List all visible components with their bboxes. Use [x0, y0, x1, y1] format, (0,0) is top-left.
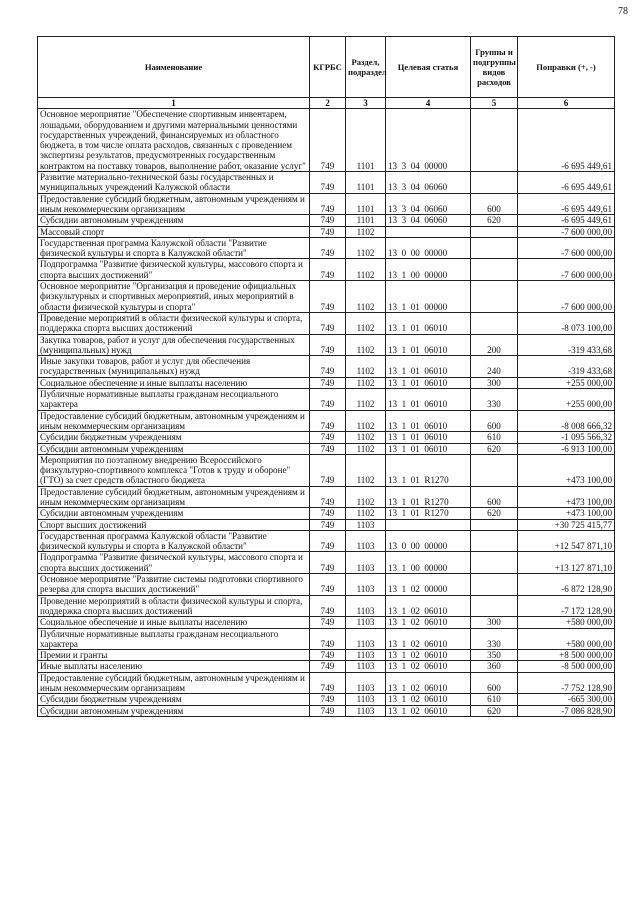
row-expense-group: [471, 172, 518, 194]
table-row: [38, 281, 615, 313]
table-row: [38, 705, 615, 716]
row-expense-group: [471, 595, 518, 617]
row-expense-group: [471, 454, 518, 486]
row-amount: -8 008 666,32: [518, 410, 615, 432]
row-section: 1103: [346, 595, 386, 617]
row-target-article: 13 1 02 00000: [386, 574, 471, 596]
row-section: 1102: [346, 389, 386, 411]
row-amount: -6 695 449,61: [518, 215, 615, 226]
row-target-article: [386, 226, 471, 237]
table-row: [38, 109, 615, 172]
row-amount: +12 547 871,10: [518, 530, 615, 552]
row-name: Массовый спорт: [38, 226, 310, 237]
table-row: [38, 650, 615, 661]
row-target-article: 13 3 04 06060: [386, 193, 471, 215]
row-amount: +473 100,00: [518, 454, 615, 486]
table-row: [38, 193, 615, 215]
row-name: Спорт высших достижений: [38, 519, 310, 530]
row-section: 1102: [346, 226, 386, 237]
row-expense-group: [471, 226, 518, 237]
row-target-article: 13 1 01 06010: [386, 377, 471, 388]
row-amount: +473 100,00: [518, 508, 615, 519]
column-number: 2: [310, 98, 346, 109]
row-target-article: 13 1 02 06010: [386, 661, 471, 672]
row-expense-group: 620: [471, 215, 518, 226]
row-kgrbs: 749: [310, 172, 346, 194]
row-name: Предоставление субсидий бюджетным, автономным учреждениям и иным некоммерческим организациям: [38, 193, 310, 215]
row-expense-group: 350: [471, 650, 518, 661]
row-name: Субсидии автономным учреждениям: [38, 215, 310, 226]
row-expense-group: 360: [471, 661, 518, 672]
row-section: 1103: [346, 617, 386, 628]
row-section: 1102: [346, 259, 386, 281]
row-expense-group: [471, 552, 518, 574]
row-expense-group: 600: [471, 486, 518, 508]
row-kgrbs: 749: [310, 661, 346, 672]
row-expense-group: [471, 281, 518, 313]
row-target-article: 13 1 02 06010: [386, 650, 471, 661]
row-amount: -8 500 000,00: [518, 661, 615, 672]
row-amount: -7 600 000,00: [518, 237, 615, 259]
row-amount: +580 000,00: [518, 628, 615, 650]
row-target-article: 13 1 01 06010: [386, 312, 471, 334]
row-section: 1103: [346, 519, 386, 530]
row-target-article: 13 1 02 06010: [386, 617, 471, 628]
table-row: [38, 432, 615, 443]
row-kgrbs: 749: [310, 312, 346, 334]
row-target-article: 13 1 01 06010: [386, 410, 471, 432]
row-expense-group: 610: [471, 694, 518, 705]
row-section: 1102: [346, 237, 386, 259]
row-expense-group: 330: [471, 628, 518, 650]
row-name: Предоставление субсидий бюджетным, автономным учреждениям и иным некоммерческим организациям: [38, 410, 310, 432]
row-name: Основное мероприятие "Развитие системы подготовки спортивного резерва для спорта высших достижений": [38, 574, 310, 596]
column-number: 4: [386, 98, 471, 109]
row-section: 1103: [346, 672, 386, 694]
table-row: [38, 312, 615, 334]
row-target-article: 13 1 00 00000: [386, 259, 471, 281]
row-amount: -7 752 128,90: [518, 672, 615, 694]
row-name: Мероприятия по поэтапному внедрению Всероссийского физкультурно-спортивного комплекса "Готов к труду и обороне" (ГТО) за счет средств областного бюджета: [38, 454, 310, 486]
row-kgrbs: 749: [310, 356, 346, 378]
row-amount: -6 695 449,61: [518, 172, 615, 194]
column-number: 1: [38, 98, 310, 109]
table-row: [38, 237, 615, 259]
row-kgrbs: 749: [310, 237, 346, 259]
table-row: [38, 486, 615, 508]
row-amount: -6 872 128,90: [518, 574, 615, 596]
table-row: [38, 519, 615, 530]
column-number: 5: [471, 98, 518, 109]
row-expense-group: [471, 109, 518, 172]
table-row: [38, 410, 615, 432]
row-section: 1102: [346, 432, 386, 443]
row-name: Закупка товаров, работ и услуг для обеспечения государственных (муниципальных) нужд: [38, 334, 310, 356]
row-expense-group: [471, 237, 518, 259]
row-target-article: 13 3 04 00000: [386, 109, 471, 172]
row-section: 1103: [346, 574, 386, 596]
row-amount: +30 725 415,77: [518, 519, 615, 530]
row-target-article: 13 0 00 00000: [386, 530, 471, 552]
row-amount: -1 095 566,32: [518, 432, 615, 443]
row-kgrbs: 749: [310, 595, 346, 617]
table-row: [38, 454, 615, 486]
budget-amendments-table: [37, 36, 615, 717]
row-expense-group: 300: [471, 617, 518, 628]
row-kgrbs: 749: [310, 705, 346, 716]
row-name: Субсидии автономным учреждениям: [38, 443, 310, 454]
row-name: Основное мероприятие "Организация и проведение официальных физкультурных и спортивных мероприятий, иных мероприятий в области физической культуры и спорта": [38, 281, 310, 313]
row-kgrbs: 749: [310, 508, 346, 519]
row-section: 1102: [346, 312, 386, 334]
row-section: 1101: [346, 193, 386, 215]
row-kgrbs: 749: [310, 628, 346, 650]
row-kgrbs: 749: [310, 617, 346, 628]
row-section: 1103: [346, 628, 386, 650]
row-amount: +473 100,00: [518, 486, 615, 508]
row-expense-group: [471, 574, 518, 596]
row-kgrbs: 749: [310, 694, 346, 705]
row-expense-group: 240: [471, 356, 518, 378]
row-section: 1103: [346, 661, 386, 672]
table-row: [38, 574, 615, 596]
row-amount: -8 073 100,00: [518, 312, 615, 334]
row-name: Проведение мероприятий в области физической культуры и спорта, поддержка спорта высших достижений: [38, 595, 310, 617]
row-kgrbs: 749: [310, 432, 346, 443]
row-kgrbs: 749: [310, 389, 346, 411]
row-section: 1103: [346, 694, 386, 705]
row-expense-group: 600: [471, 193, 518, 215]
row-kgrbs: 749: [310, 574, 346, 596]
row-target-article: 13 3 04 06060: [386, 172, 471, 194]
column-header-expense-group: Группы и подгруппы видов расходов: [471, 37, 518, 98]
row-expense-group: 300: [471, 377, 518, 388]
column-header-name: Наименование: [38, 37, 310, 98]
row-target-article: [386, 519, 471, 530]
column-header-kgrbs: КГРБС: [310, 37, 346, 98]
row-section: 1102: [346, 334, 386, 356]
row-section: 1102: [346, 486, 386, 508]
column-header-amendments: Поправки (+, -): [518, 37, 615, 98]
row-kgrbs: 749: [310, 193, 346, 215]
row-section: 1103: [346, 705, 386, 716]
row-kgrbs: 749: [310, 410, 346, 432]
row-name: Развитие материально-технической базы государственных и муниципальных учреждений Калужской области: [38, 172, 310, 194]
row-expense-group: 620: [471, 705, 518, 716]
row-target-article: 13 1 01 R1270: [386, 486, 471, 508]
row-target-article: 13 1 02 06010: [386, 672, 471, 694]
row-kgrbs: 749: [310, 519, 346, 530]
row-expense-group: 620: [471, 443, 518, 454]
table-row: [38, 672, 615, 694]
row-target-article: 13 1 01 06010: [386, 443, 471, 454]
column-header-target-article: Целевая статья: [386, 37, 471, 98]
row-name: Иные закупки товаров, работ и услуг для обеспечения государственных (муниципальных) нужд: [38, 356, 310, 378]
row-kgrbs: 749: [310, 259, 346, 281]
row-name: Субсидии автономным учреждениям: [38, 705, 310, 716]
row-section: 1102: [346, 508, 386, 519]
row-target-article: 13 1 01 06010: [386, 432, 471, 443]
row-section: 1101: [346, 215, 386, 226]
row-expense-group: [471, 312, 518, 334]
row-amount: +580 000,00: [518, 617, 615, 628]
row-target-article: 13 0 00 00000: [386, 237, 471, 259]
row-target-article: 13 3 04 06060: [386, 215, 471, 226]
column-number-row: [38, 98, 615, 109]
row-kgrbs: 749: [310, 109, 346, 172]
row-name: Публичные нормативные выплаты гражданам несоциального характера: [38, 389, 310, 411]
row-amount: -6 695 449,61: [518, 109, 615, 172]
row-section: 1101: [346, 172, 386, 194]
row-kgrbs: 749: [310, 377, 346, 388]
row-name: Субсидии бюджетным учреждениям: [38, 432, 310, 443]
table-row: [38, 595, 615, 617]
row-section: 1101: [346, 109, 386, 172]
row-amount: -319 433,68: [518, 356, 615, 378]
row-kgrbs: 749: [310, 334, 346, 356]
row-expense-group: 200: [471, 334, 518, 356]
row-amount: -7 600 000,00: [518, 226, 615, 237]
row-name: Субсидии автономным учреждениям: [38, 508, 310, 519]
row-amount: -7 600 000,00: [518, 259, 615, 281]
row-expense-group: [471, 530, 518, 552]
row-expense-group: 330: [471, 389, 518, 411]
table-header-row: [38, 37, 615, 98]
row-amount: -6 913 100,00: [518, 443, 615, 454]
row-target-article: 13 1 01 06010: [386, 334, 471, 356]
row-name: Государственная программа Калужской области "Развитие физической культуры и спорта в Калужской области": [38, 237, 310, 259]
table-row: [38, 377, 615, 388]
table-row: [38, 226, 615, 237]
table-row: [38, 617, 615, 628]
table-row: [38, 356, 615, 378]
row-amount: +13 127 871,10: [518, 552, 615, 574]
table-row: [38, 443, 615, 454]
row-section: 1102: [346, 443, 386, 454]
row-expense-group: 600: [471, 672, 518, 694]
row-name: Публичные нормативные выплаты гражданам несоциального характера: [38, 628, 310, 650]
row-amount: +255 000,00: [518, 377, 615, 388]
row-name: Основное мероприятие "Обеспечение спортивным инвентарем, лошадьми, оборудованием и другими материальными ценностями государственных учреждений, финансируемых из областного бюджета, в том числе оплата расходов, связанных с проведением экспертизы результатов, предусмотренных государственным контрактом на поставку товаров, выполнение работ, оказание услуг": [38, 109, 310, 172]
row-amount: -7 600 000,00: [518, 281, 615, 313]
table-row: [38, 530, 615, 552]
row-kgrbs: 749: [310, 486, 346, 508]
table-row: [38, 389, 615, 411]
row-kgrbs: 749: [310, 454, 346, 486]
row-target-article: 13 1 02 06010: [386, 595, 471, 617]
row-kgrbs: 749: [310, 672, 346, 694]
row-name: Государственная программа Калужской области "Развитие физической культуры и спорта в Калужской области": [38, 530, 310, 552]
row-target-article: 13 1 01 00000: [386, 281, 471, 313]
row-kgrbs: 749: [310, 226, 346, 237]
row-target-article: 13 1 01 06010: [386, 356, 471, 378]
row-expense-group: 600: [471, 410, 518, 432]
row-name: Подпрограмма "Развитие физической культуры, массового спорта и спорта высших достижений": [38, 259, 310, 281]
row-kgrbs: 749: [310, 443, 346, 454]
row-target-article: 13 1 02 06010: [386, 628, 471, 650]
column-number: 6: [518, 98, 615, 109]
row-kgrbs: 749: [310, 552, 346, 574]
column-number: 3: [346, 98, 386, 109]
row-target-article: 13 1 01 R1270: [386, 508, 471, 519]
row-name: Иные выплаты населению: [38, 661, 310, 672]
row-target-article: 13 1 01 R1270: [386, 454, 471, 486]
table-row: [38, 334, 615, 356]
row-target-article: 13 1 02 06010: [386, 705, 471, 716]
row-expense-group: [471, 519, 518, 530]
row-kgrbs: 749: [310, 650, 346, 661]
row-section: 1103: [346, 650, 386, 661]
row-name: Предоставление субсидий бюджетным, автономным учреждениям и иным некоммерческим организациям: [38, 486, 310, 508]
table-row: [38, 552, 615, 574]
row-section: 1102: [346, 454, 386, 486]
row-amount: -319 433,68: [518, 334, 615, 356]
table-row: [38, 628, 615, 650]
row-name: Социальное обеспечение и иные выплаты населению: [38, 617, 310, 628]
table-row: [38, 694, 615, 705]
row-target-article: 13 1 00 00000: [386, 552, 471, 574]
row-expense-group: 610: [471, 432, 518, 443]
row-kgrbs: 749: [310, 281, 346, 313]
row-expense-group: [471, 259, 518, 281]
row-expense-group: 620: [471, 508, 518, 519]
row-name: Социальное обеспечение и иные выплаты населению: [38, 377, 310, 388]
row-amount: +255 000,00: [518, 389, 615, 411]
row-section: 1102: [346, 356, 386, 378]
row-name: Предоставление субсидий бюджетным, автономным учреждениям и иным некоммерческим организациям: [38, 672, 310, 694]
row-section: 1103: [346, 552, 386, 574]
row-target-article: 13 1 02 06010: [386, 694, 471, 705]
row-amount: -6 695 449,61: [518, 193, 615, 215]
table-row: [38, 215, 615, 226]
row-amount: -7 086 828,90: [518, 705, 615, 716]
row-amount: +8 500 000,00: [518, 650, 615, 661]
row-name: Субсидии бюджетным учреждениям: [38, 694, 310, 705]
row-name: Премии и гранты: [38, 650, 310, 661]
row-kgrbs: 749: [310, 215, 346, 226]
table-row: [38, 661, 615, 672]
row-target-article: 13 1 01 06010: [386, 389, 471, 411]
row-section: 1102: [346, 410, 386, 432]
row-section: 1102: [346, 281, 386, 313]
column-header-section: Раздел, подраздел: [346, 37, 386, 98]
table-row: [38, 172, 615, 194]
row-name: Подпрограмма "Развитие физической культуры, массового спорта и спорта высших достижений": [38, 552, 310, 574]
row-kgrbs: 749: [310, 530, 346, 552]
table-row: [38, 259, 615, 281]
row-amount: -7 172 128,90: [518, 595, 615, 617]
row-amount: -665 300,00: [518, 694, 615, 705]
page-number: 78: [618, 6, 628, 17]
row-section: 1102: [346, 377, 386, 388]
row-name: Проведение мероприятий в области физической культуры и спорта, поддержка спорта высших достижений: [38, 312, 310, 334]
row-section: 1103: [346, 530, 386, 552]
table-row: [38, 508, 615, 519]
